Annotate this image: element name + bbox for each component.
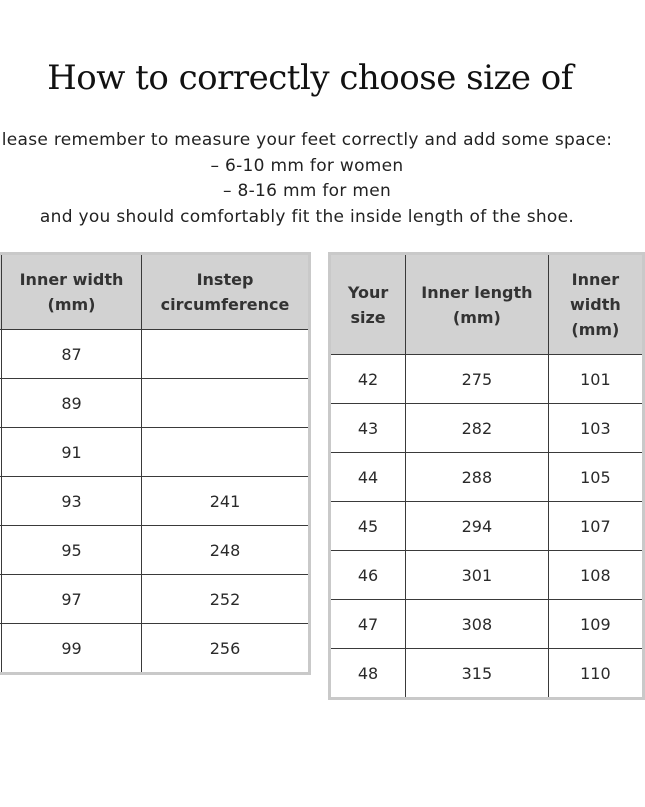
cell-size: 42: [330, 355, 406, 404]
cell-size: 46: [330, 551, 406, 600]
header-instep-circumference: Instep circumference: [142, 254, 310, 330]
table-row: [0, 477, 310, 526]
table-header-row: [0, 254, 310, 330]
cell-inner-length: 315: [406, 649, 549, 699]
cell-inner-width: 97: [2, 575, 142, 624]
table-row: [0, 575, 310, 624]
header-inner-length: Inner length (mm): [406, 254, 549, 355]
cell-inner-width: 110: [548, 649, 643, 699]
table-row: [0, 526, 310, 575]
table-row: [330, 502, 644, 551]
intro-line-fit: and you should comfortably fit the inside length of the shoe.: [39, 206, 575, 227]
page-title: How to correctly choose size of: [47, 58, 573, 98]
cell-inner-length: 294: [406, 502, 549, 551]
cell-instep: [142, 330, 310, 379]
cell-instep: 241: [142, 477, 310, 526]
cell-inner-width: 103: [548, 404, 643, 453]
cell-inner-width: 89: [2, 379, 142, 428]
cell-inner-width: 109: [548, 600, 643, 649]
header-inner-width: Inner width (mm): [548, 254, 643, 355]
cell-inner-width: 95: [2, 526, 142, 575]
table-row: [0, 624, 310, 674]
cell-instep: [142, 428, 310, 477]
table-row: [0, 379, 310, 428]
cell-inner-width: 99: [2, 624, 142, 674]
cell-instep: 252: [142, 575, 310, 624]
intro-line-women: – 6-10 mm for women: [210, 155, 404, 176]
cell-size: 45: [330, 502, 406, 551]
table-header-row: [330, 254, 644, 355]
intro-line-measure: lease remember to measure your feet correctly and add some space:: [1, 130, 613, 150]
table-row: [0, 330, 310, 379]
table-row: [330, 404, 644, 453]
size-table-right: [328, 252, 645, 700]
table-row: [0, 428, 310, 477]
cell-size: 48: [330, 649, 406, 699]
cell-inner-length: 308: [406, 600, 549, 649]
cell-inner-width: 101: [548, 355, 643, 404]
header-your-size: Your size: [330, 254, 406, 355]
table-row: [330, 355, 644, 404]
header-inner-width: Inner width (mm): [2, 254, 142, 330]
cell-inner-width: 108: [548, 551, 643, 600]
cell-inner-length: 275: [406, 355, 549, 404]
intro-line-men: – 8-16 mm for men: [222, 181, 392, 201]
cell-size: 47: [330, 600, 406, 649]
intro-text: [0, 128, 622, 230]
cell-inner-length: 288: [406, 453, 549, 502]
table-row: [330, 551, 644, 600]
cell-inner-width: 87: [2, 330, 142, 379]
cell-instep: [142, 379, 310, 428]
table-row: [330, 600, 644, 649]
cell-instep: 248: [142, 526, 310, 575]
cell-inner-length: 301: [406, 551, 549, 600]
cell-size: 44: [330, 453, 406, 502]
table-row: [330, 649, 644, 699]
cell-size: 43: [330, 404, 406, 453]
cell-instep: 256: [142, 624, 310, 674]
size-table-left: [0, 252, 311, 675]
table-row: [330, 453, 644, 502]
cell-inner-width: 93: [2, 477, 142, 526]
cell-inner-width: 107: [548, 502, 643, 551]
cell-inner-width: 91: [2, 428, 142, 477]
cell-inner-width: 105: [548, 453, 643, 502]
cell-inner-length: 282: [406, 404, 549, 453]
